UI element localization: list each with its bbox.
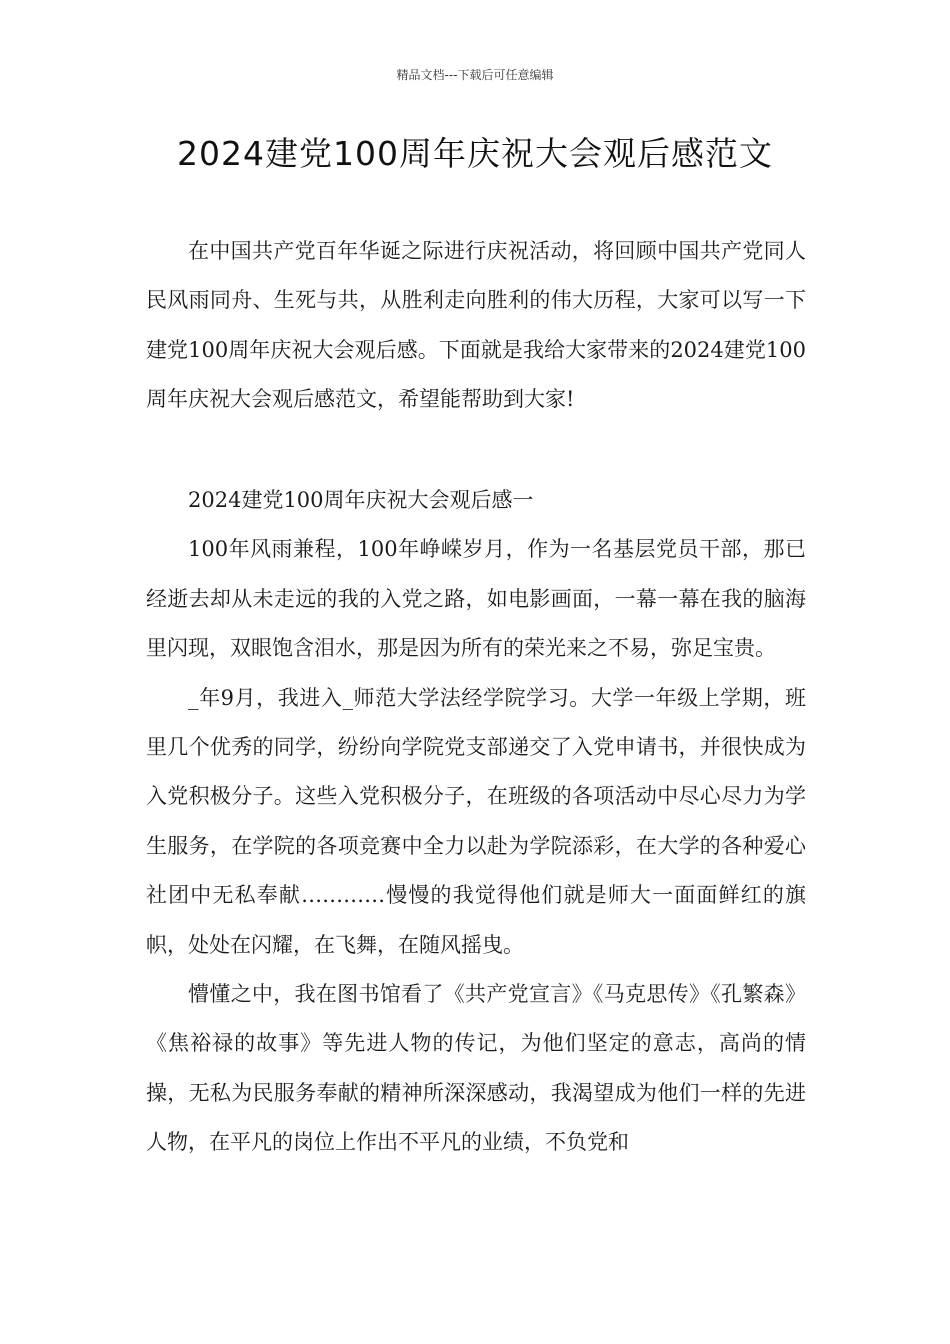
section-one xyxy=(146,476,806,1168)
body-paragraph-3: 懵懂之中，我在图书馆看了《共产党宣言》《马克思传》《孔繁森》《焦裕禄的故事》等先进人物的传记，为他们坚定的意志，高尚的情操，无私为民服务奉献的精神所深深感动，我渴望成为他们一样的先进人物，在平凡的岗位上作出不平凡的业绩，不负党和 xyxy=(146,982,806,1155)
document-title: 2024建党100周年庆祝大会观后感范文 xyxy=(177,134,773,173)
header-note: 精品文档---下载后可任意编辑 xyxy=(396,68,554,82)
intro-paragraph: 在中国共产党百年华诞之际进行庆祝活动，将回顾中国共产党同人民风雨同舟、生死与共，从胜利走向胜利的伟大历程，大家可以写一下建党100周年庆祝大会观后感。下面就是我给大家带来的2024建党100周年庆祝大会观后感范文，希望能帮助到大家! xyxy=(146,239,806,412)
section-heading: 2024建党100周年庆祝大会观后感一 xyxy=(188,488,534,512)
body-paragraph-2: _年9月，我进入_师范大学法经学院学习。大学一年级上学期，班里几个优秀的同学，纷纷向学院党支部递交了入党申请书，并很快成为入党积极分子。这些入党积极分子，在班级的各项活动中尽心尽力为学生服务，在学院的各项竞赛中全力以赴为学院添彩，在大学的各种爱心社团中无私奉献…………慢慢的我觉得他们就是师大一面面鲜红的旗帜，处处在闪耀，在飞舞，在随风摇曳。 xyxy=(146,685,806,957)
intro-block xyxy=(146,227,806,425)
body-paragraph-1: 100年风雨兼程，100年峥嵘岁月，作为一名基层党员干部，那已经逝去却从未走远的我的入党之路，如电影画面，一幕一幕在我的脑海里闪现，双眼饱含泪水，那是因为所有的荣光来之不易，弥足宝贵。 xyxy=(146,537,806,661)
